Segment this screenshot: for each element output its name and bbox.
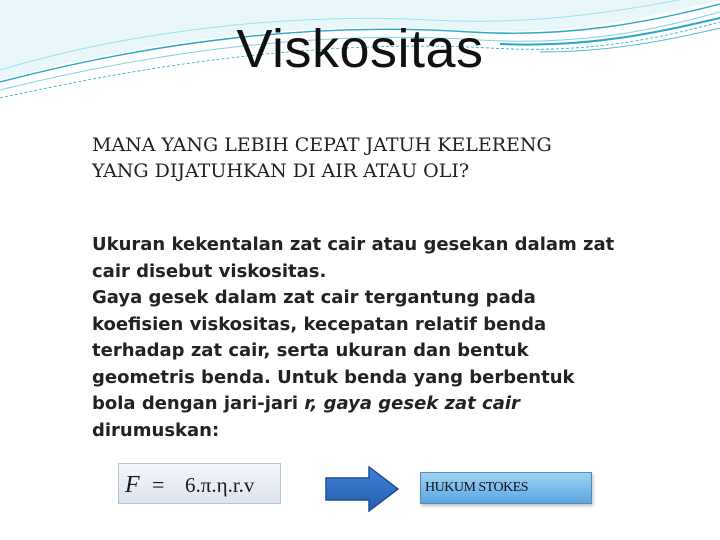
right-arrow-icon <box>325 466 400 512</box>
stokes-formula <box>118 463 281 504</box>
hukum-stokes-button[interactable]: HUKUM STOKES <box>420 472 592 504</box>
paragraph-friction-italic: r, gaya gesek zat cair <box>304 393 520 414</box>
paragraph-friction-start: Gaya gesek dalam zat cair tergantung pada koefisien viskositas, kecepatan relatif benda terhadap zat cair, serta ukuran dan bentuk geometris benda. Untuk benda yang berbentuk bola dengan jari-jari <box>92 287 575 414</box>
question-text: MANA YANG LEBIH CEPAT JATUH KELERENG YANG DIJATUHKAN DI AIR ATAU OLI? <box>92 134 552 182</box>
slide-title: Viskositas <box>236 19 484 79</box>
paragraph-friction <box>92 285 622 444</box>
formula-equals: = <box>152 472 165 497</box>
formula-lhs: F <box>125 472 140 498</box>
formula-rhs: 6.π.η.r.v <box>185 473 255 497</box>
paragraph-friction-end: dirumuskan: <box>92 419 220 441</box>
body-text <box>92 232 622 444</box>
paragraph-definition: Ukuran kekentalan zat cair atau gesekan dalam zat cair disebut viskositas. <box>92 234 615 282</box>
